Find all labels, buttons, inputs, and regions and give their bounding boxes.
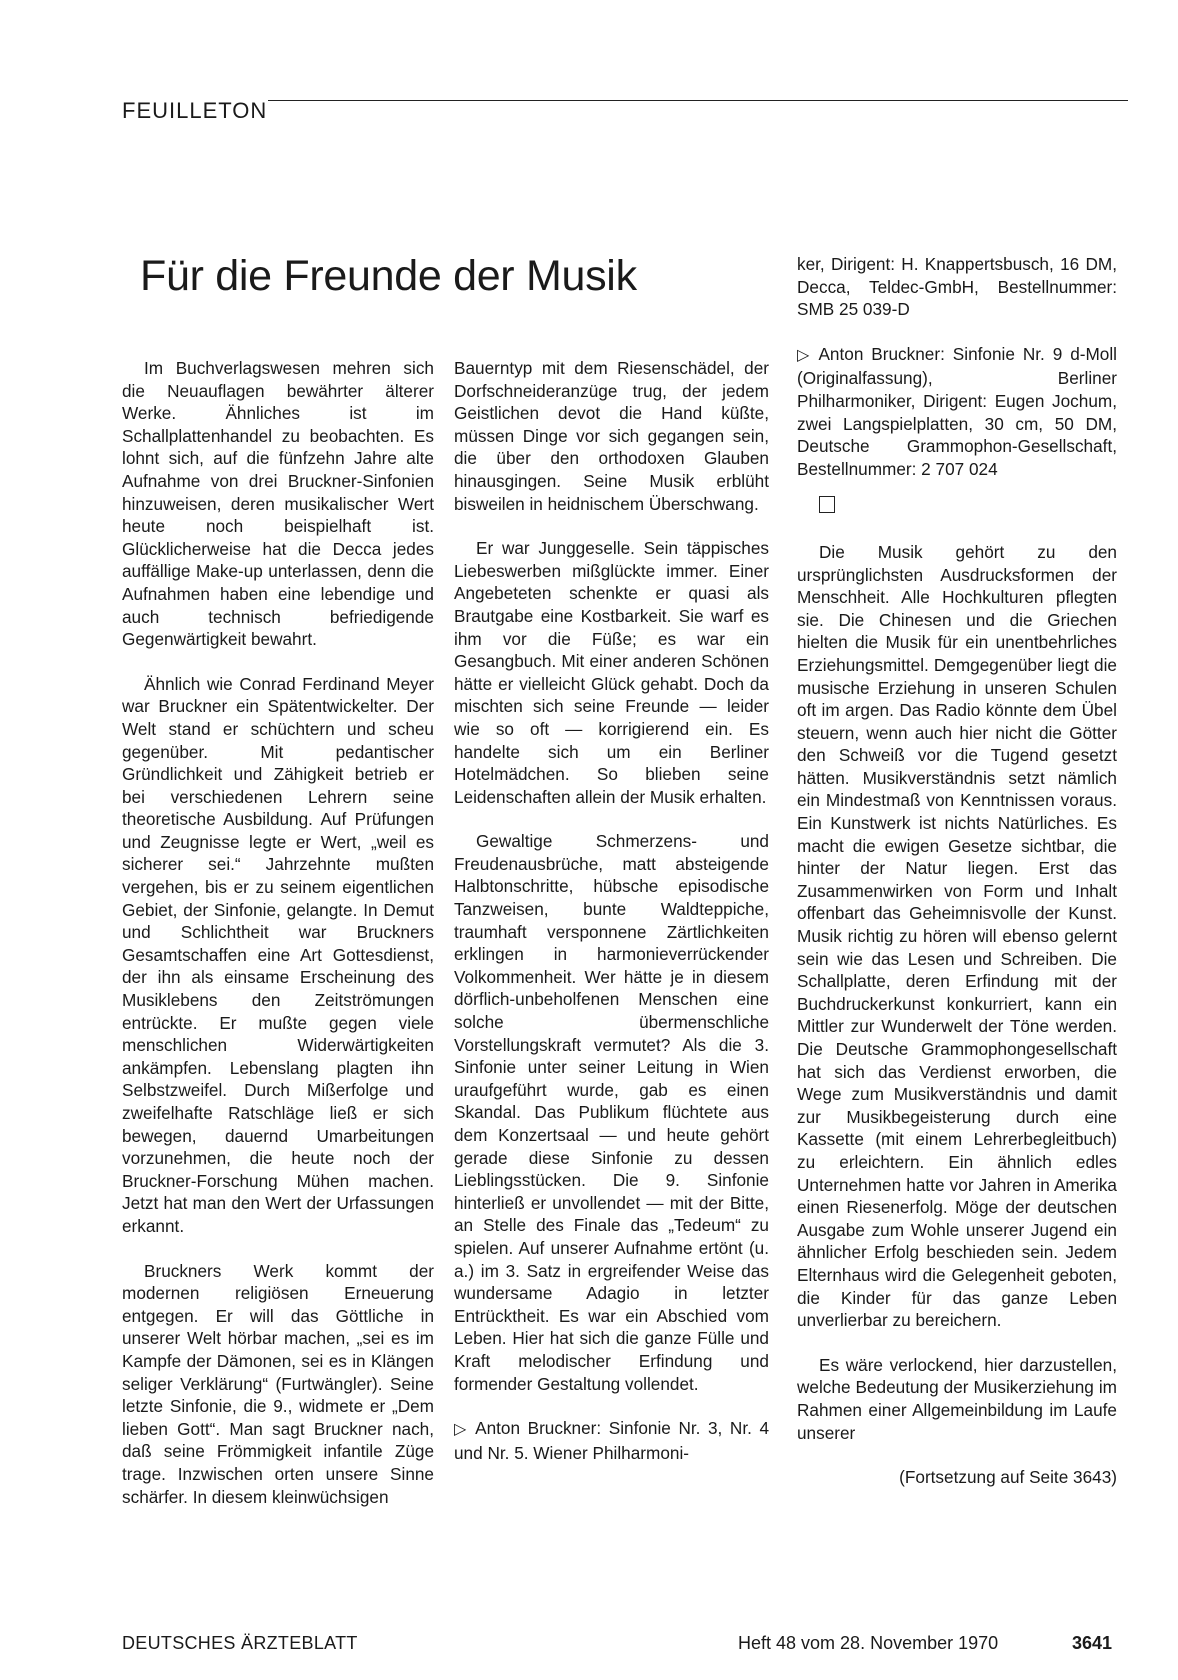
record-listing-text: Anton Bruckner: Sinfonie Nr. 9 d-Moll (Originalfassung), Berliner Philharmoniker, Dirigent: Eugen Jochum, zwei Langspielplatten, 30 cm, 50 DM, Deutsche Grammophon-Gesellschaft, Bestellnummer: 2 707 024 <box>797 343 1117 479</box>
paragraph: Die Musik gehört zu den ursprünglichsten Ausdrucksformen der Menschheit. Alle Hochkulturen pflegten sie. Die Chinesen und die Griechen hielten die Musik für ein unentbehrliches Erziehungsmittel. Demgegenüber liegt die musische Erziehung in unseren Schulen oft im argen. Das Radio könnte dem Übel steuern, wenn auch hier nicht die Götter den Schweiß vor die Tugend gesetzt hätten. Musikverständnis setzt nämlich ein Mindestmaß von Kenntnissen voraus. Ein Kunstwerk ist nichts Natürliches. Es macht die ewigen Gesetze sichtbar, die hinter der Natur liegen. Erst das Zusammenwirken von Form und Inhalt offenbart das Geheimnisvolle der Kunst. Musik richtig zu hören will ebenso gelernt sein wie das Lesen und Schreiben. Die Schallplatte, deren Erfindung mit der Buchdruckerkunst konkurriert, kann ein Mittler zur Wunderwelt der Töne werden. Die Deutsche Grammophongesellschaft hat sich das Verdienst erworben, die Wege zum Musikverständnis und damit zur Musikbegeisterung durch eine Kassette (mit einem Lehrerbegleitbuch) zu erleichtern. Ein ähnlich edles Unternehmen hatte vor Jahren in Amerika einen Riesenerfolg. Möge der deutschen Ausgabe zum Wohle unserer Jugend ein ähnlicher Erfolg beschieden sein. Jedem Elternhaus wird die Gelegenheit geboten, die Kinder für das ganze Leben unverlierbar zu bereichern. <box>797 541 1117 1331</box>
page-number: 3641 <box>1072 1633 1113 1653</box>
triangle-bullet-icon: ▷ <box>797 346 813 364</box>
triangle-bullet-icon: ▷ <box>454 1421 470 1439</box>
record-listing <box>797 343 1117 481</box>
continuation-note: (Fortsetzung auf Seite 3643) <box>899 1467 1117 1488</box>
section-label: FEUILLETON <box>122 98 268 123</box>
paragraph: Im Buchverlagswesen mehren sich die Neuauflagen bewährter älterer Werke. Ähnliches ist im Schallplattenhandel zu beobachten. Es lohnt sich, auf die fünfzehn Jahre alte Aufnahme von drei Bruckner-Sinfonien hinzuweisen, deren musikalischer Wert heute noch beispielhaft ist. Glücklicherweise hat die Decca jedes auffällige Make-up unterlassen, denn die Aufnahmen haben eine lebendige und auch technisch befriedigende Gegenwärtigkeit bewahrt. <box>122 358 434 650</box>
footer-journal: DEUTSCHES ÄRZTEBLATT <box>122 1633 358 1653</box>
column-middle <box>454 357 769 1464</box>
record-listing-text: Anton Bruckner: Sinfonie Nr. 3, Nr. 4 und Nr. 5. Wiener Philharmoni- <box>454 1418 770 1463</box>
article-headline: Für die Freunde der Musik <box>140 252 637 300</box>
paragraph: Er war Junggeselle. Sein täppisches Liebeswerben mißglückte immer. Einer Angebeteten schenkte er quasi als Brautgabe eine Kostbarkeit. Sie warf es ihm vor die Füße; es war ein Gesangbuch. Mit einer anderen Schönen hätte er vielleicht Glück gehabt. Doch da mischten sich seine Freunde — leider wie so oft — korrigierend ein. Es handelte sich um ein Berliner Hotelmädchen. So blieben seine Leidenschaften allein der Musik erhalten. <box>454 538 769 807</box>
paragraph: Gewaltige Schmerzens- und Freudenausbrüche, matt absteigende Halbtonschritte, hübsche episodische Tanzweisen, bunte Waldteppiche, traumhaft versponnene Zärtlichkeiten erklingen in harmonieverrückender Volkommenheit. Wer hätte je in diesem dörflich-unbeholfenen Menschen eine solche übermenschliche Vorstellungskraft vermutet? Als die 3. Sinfonie unter seiner Leitung in Wien uraufgeführt wurde, gab es einen Skandal. Das Publikum flüchtete aus dem Konzertsaal — und heute gehört gerade diese Sinfonie zu dessen Lieblingsstücken. Die 9. Sinfonie hinterließ er unvollendet — mit der Bitte, an Stelle des Finale das „Tedeum“ zu spielen. Auf unserer Aufnahme ertönt (u. a.) im 3. Satz in ergreifender Weise das wundersame Adagio in letzter Entrücktheit. Es war ein Abschied vom Leben. Hier hat sich die ganze Fülle und Kraft melodischer Erfindung und formender Gestaltung vollendet. <box>454 831 769 1394</box>
paragraph: Es wäre verlockend, hier darzustellen, welche Bedeutung der Musikerziehung im Rahmen einer Allgemeinbildung im Laufe unserer <box>797 1354 1117 1443</box>
paragraph: Bauerntyp mit dem Riesenschädel, der Dorfschneideranzüge trug, der jedem Geistlichen devot die Hand küßte, müssen Dinge vor sich gegangen sein, die über den orthodoxen Glauben hinausgingen. Seine Musik erblüht bisweilen in heidnischem Überschwang. <box>454 358 769 514</box>
footer-issue: Heft 48 vom 28. November 1970 <box>738 1633 999 1653</box>
record-listing-continued: ker, Dirigent: H. Knappertsbusch, 16 DM, Decca, Teldec-GmbH, Bestellnummer: SMB 25 039-D <box>797 254 1117 320</box>
paragraph: Ähnlich wie Conrad Ferdinand Meyer war Bruckner ein Spätentwickelter. Der Welt stand er schüchtern und scheu gegenüber. Mit pedantischer Gründlichkeit und Zähigkeit betrieb er bei verschiedenen Lehrern seine theoretische Ausbildung. Auf Prüfungen und Zeugnisse legte er Wert, „weil es sicherer sei.“ Jahrzehnte mußten vergehen, bis er zu seinem eigentlichen Gebiet, der Sinfonie, gelangte. In Demut und Schlichtheit war Bruckners Gesamtschaffen eine Art Gottesdienst, der ihn als einsame Erscheinung des Musiklebens den Zeitströmungen entrückte. Er mußte gegen viele menschlichen Widerwärtigkeiten ankämpfen. Lebenslang plagten ihn Selbstzweifel. Durch Mißerfolge und zweifelhafte Ratschläge ließ er sich bewegen, dauernd Umarbeitungen vorzunehmen, die heute noch der Bruckner-Forschung Mühen machen. Jetzt hat man den Wert der Urfassungen erkannt. <box>122 673 434 1236</box>
column-right <box>797 253 1117 1489</box>
record-listing <box>454 1417 769 1464</box>
header-rule <box>268 100 1128 101</box>
end-mark-box-icon <box>819 496 835 513</box>
column-left <box>122 357 434 1508</box>
paragraph: Bruckners Werk kommt der modernen religiösen Erneuerung entgegen. Er will das Göttliche in unserer Welt hörbar machen, „sei es im Kampfe der Dämonen, sei es in Klängen seliger Verklärung“ (Furtwängler). Seine letzte Sinfonie, die 9., widmete er „Dem lieben Gott“. Man sagt Bruckner nach, daß seine Frömmigkeit infantile Züge trage. Inzwischen orten unsere Sinne schärfer. In diesem kleinwüchsigen <box>122 1260 434 1507</box>
